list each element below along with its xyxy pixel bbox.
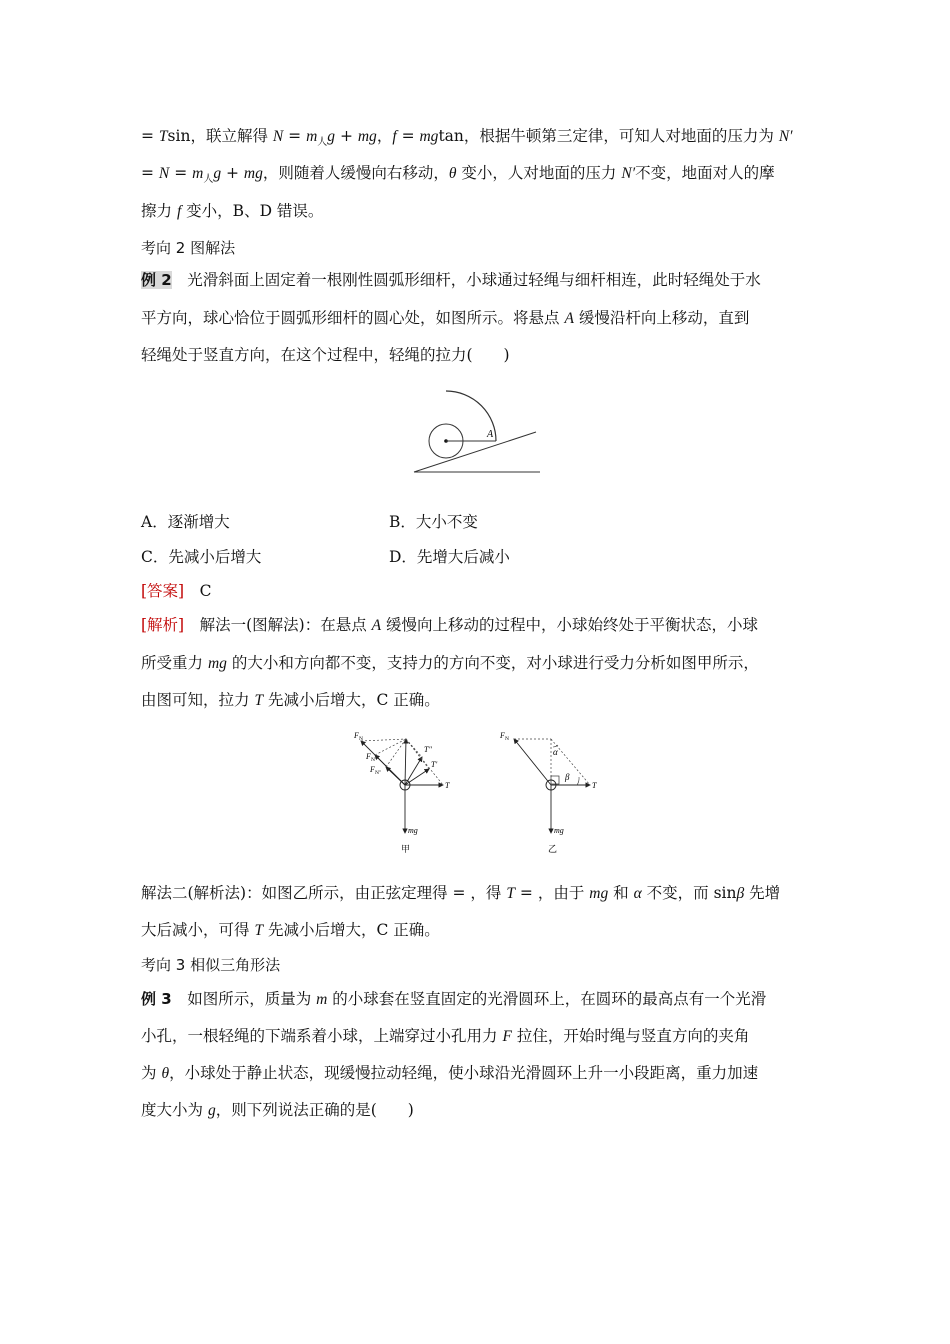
answer-label: [答案] xyxy=(141,582,185,600)
force-diagram-jia xyxy=(350,725,480,855)
svg-text:α: α xyxy=(553,747,558,757)
svg-text:mg: mg xyxy=(408,826,418,835)
svg-text:T″: T″ xyxy=(424,745,432,754)
analysis-line-3: 由图可知，拉力 T 先减小后增大，C 正确。 xyxy=(141,691,440,709)
svg-text:N′: N′ xyxy=(371,757,377,763)
example-3-line-1: 例 3 如图所示，质量为 m 的小球套在竖直固定的光滑圆环上，在圆环的最高点有一个光滑 xyxy=(141,990,767,1008)
svg-text:F: F xyxy=(354,731,359,740)
solution-line-3: 擦力 f 变小，B、D 错误。 xyxy=(141,202,324,220)
analysis-label: [解析] xyxy=(141,616,185,634)
option-c: C．先减小后增大 xyxy=(141,548,262,566)
example-2-line-3: 轻绳处于竖直方向，在这个过程中，轻绳的拉力( ) xyxy=(141,346,510,364)
example-2-label: 例 2 xyxy=(141,271,172,289)
svg-text:T: T xyxy=(592,781,597,790)
solution-line-1: = Tsin，联立解得 $N = m_人g$ + mg，f = mgtan，根据牛顿第三定律，可知人对地面的压力为 N′ xyxy=(141,127,793,149)
svg-text:N: N xyxy=(505,736,509,742)
example-3-line-3: 为 θ，小球处于静止状态，现缓慢拉动轻绳，使小球沿光滑圆环上升一小段距离，重力加速 xyxy=(141,1064,759,1082)
svg-text:N: N xyxy=(359,736,363,742)
svg-text:F: F xyxy=(500,731,505,740)
method2-line-1: 解法二(解析法)：如图乙所示，由正弦定理得 = ，得 T = ，由于 mg 和 α 不变，而 sinβ 先增 xyxy=(141,884,781,902)
analysis-line-2: 所受重力 mg 的大小和方向都不变，支持力的方向不变，对小球进行受力分析如图甲所示， xyxy=(141,654,759,672)
example-3-line-4: 度大小为 g，则下列说法正确的是( ) xyxy=(141,1101,414,1119)
solution-line-2: = $N = m_人g$ + mg，则随着人缓慢向右移动，θ 变小，人对地面的压力 N′不变，地面对人的摩 xyxy=(141,164,775,186)
incline-arc-figure xyxy=(410,382,550,482)
method2-line-2: 大后减小，可得 T 先减小后增大，C 正确。 xyxy=(141,921,440,939)
option-a: A．逐渐增大 xyxy=(141,513,230,531)
caption-yi: 乙 xyxy=(548,844,558,854)
example-2-line-2: 平方向，球心恰位于圆弧形细杆的圆心处，如图所示。将悬点 A 缓慢沿杆向上移动，直到 xyxy=(141,309,750,327)
svg-text:β: β xyxy=(565,772,570,782)
svg-text:T′: T′ xyxy=(431,760,438,769)
svg-text:mg: mg xyxy=(554,826,564,835)
example-3-label: 例 3 xyxy=(141,990,172,1008)
option-d: D．先增大后减小 xyxy=(389,548,510,566)
option-b: B．大小不变 xyxy=(389,513,478,531)
example-3-line-2: 小孔，一根轻绳的下端系着小球，上端穿过小孔用力 F 拉住，开始时绳与竖直方向的夹角 xyxy=(141,1027,750,1045)
svg-text:N″: N″ xyxy=(375,770,382,776)
section-heading-2: 考向 2 图解法 xyxy=(141,239,236,257)
example-2-line-1: 例 2 光滑斜面上固定着一根刚性圆弧形细杆，小球通过轻绳与细杆相连，此时轻绳处于水 xyxy=(141,271,761,289)
svg-text:F: F xyxy=(366,752,371,761)
analysis-line-1: [解析] 解法一(图解法)：在悬点 A 缓慢向上移动的过程中，小球始终处于平衡状态，小球 xyxy=(141,616,759,634)
caption-jia: 甲 xyxy=(401,844,411,854)
svg-text:T: T xyxy=(445,781,450,790)
svg-text:F: F xyxy=(370,765,375,774)
section-heading-3: 考向 3 相似三角形法 xyxy=(141,956,281,974)
force-diagram-yi xyxy=(495,725,605,855)
point-a-label: A xyxy=(487,429,494,440)
answer-line: [答案] C xyxy=(141,582,212,600)
